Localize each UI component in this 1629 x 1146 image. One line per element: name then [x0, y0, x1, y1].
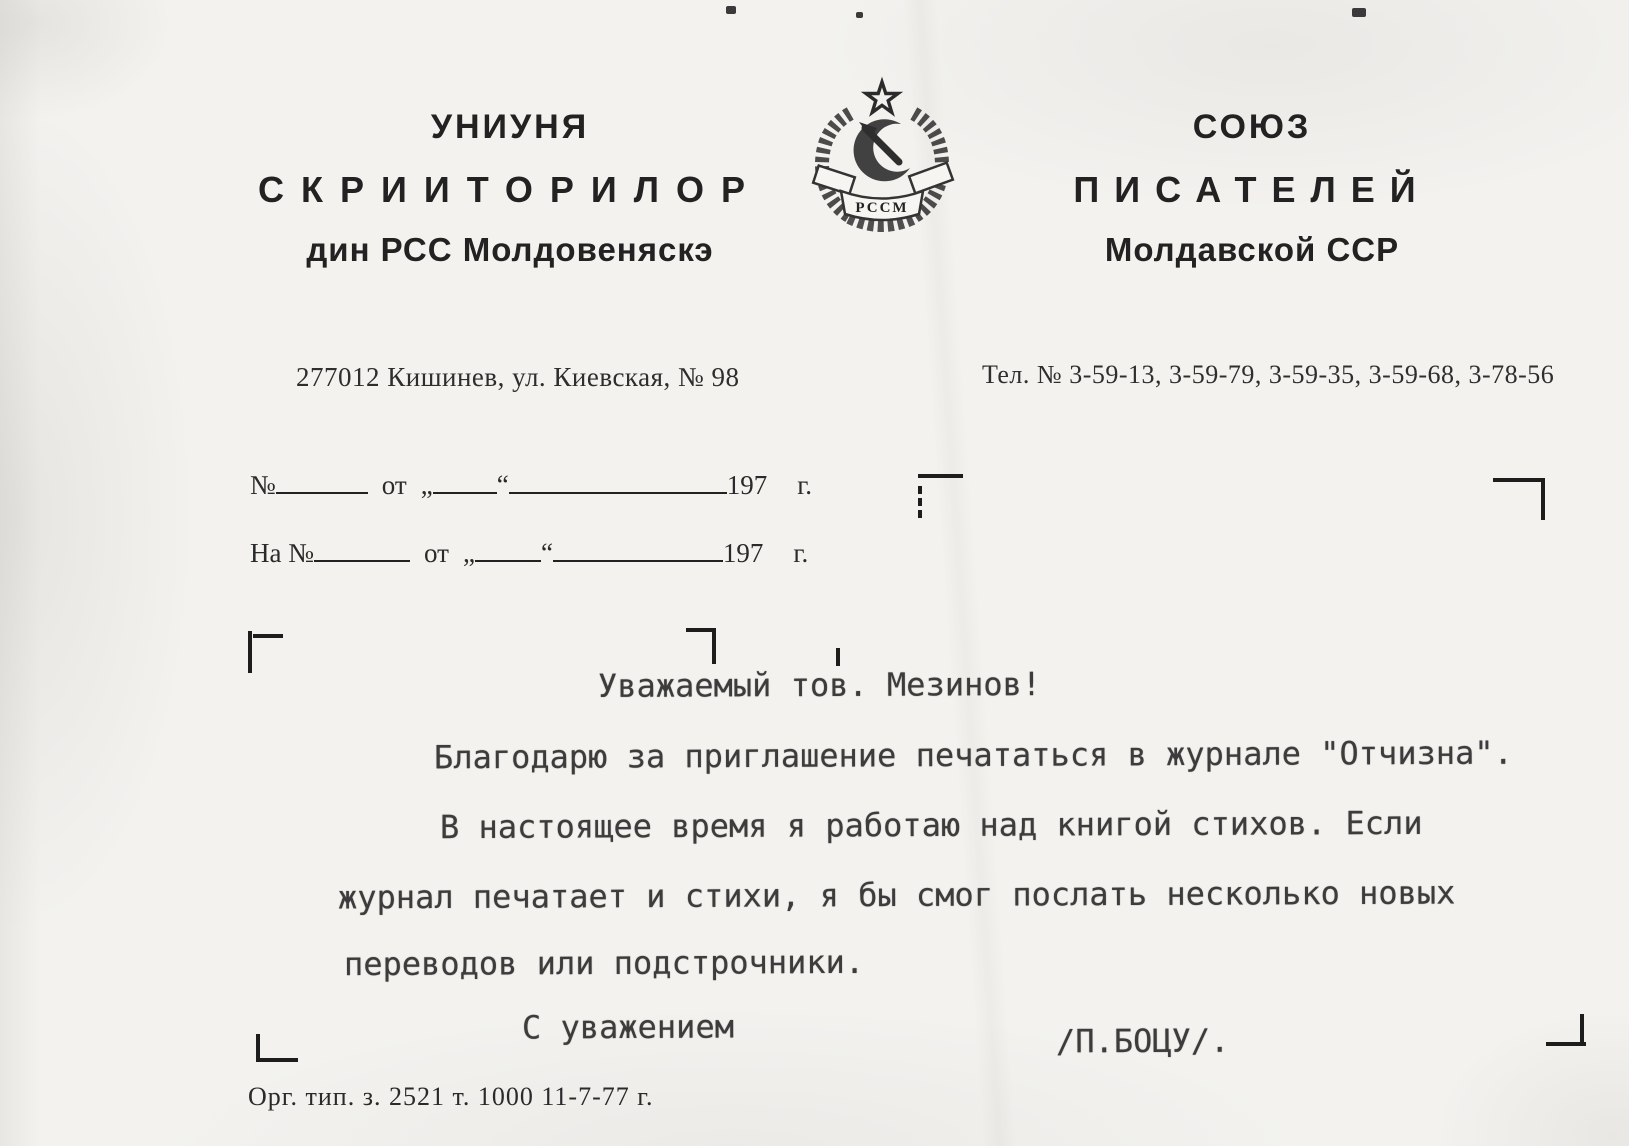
crop-mark-mid-left-horizontal	[253, 634, 283, 638]
letter-body-line-3: журнал печатает и стихи, я бы смог послать несколько новых	[337, 873, 1456, 917]
letterhead-left	[248, 108, 772, 269]
emblem-banner-text: РССМ	[855, 200, 909, 216]
reference-line-outgoing	[250, 470, 812, 501]
star-icon	[866, 82, 898, 113]
ref1-open-quote: „	[420, 470, 433, 500]
blank-line	[433, 470, 497, 494]
blank-line	[314, 538, 410, 562]
blank-line	[509, 470, 727, 494]
ref1-close-quote: “	[496, 470, 509, 500]
phone-line: Тел. № 3-59-13, 3-59-79, 3-59-35, 3-59-68, 3-78-56	[982, 360, 1555, 389]
crop-mark-mid-left-vertical	[248, 631, 252, 673]
org-name-moldavian-line1: УНИУНЯ	[430, 108, 590, 146]
crop-mark-bottom-right-vertical	[1580, 1014, 1584, 1044]
scan-speck	[1352, 8, 1366, 17]
crop-mark-top-center-vertical	[918, 486, 922, 518]
org-name-moldavian-line2: СКРИИТОРИЛОР	[258, 169, 762, 210]
ref1-year-suffix: г.	[797, 470, 812, 500]
ref2-year-suffix: г.	[793, 538, 809, 568]
ref2-from-label: от	[424, 538, 449, 568]
crop-mark-top-right-horizontal	[1493, 478, 1545, 482]
ref1-from-label: от	[381, 470, 407, 500]
letter-greeting: Уважаемый тов. Мезинов!	[597, 665, 1042, 705]
letter-body-line-2: В настоящее время я работаю над книгой стихов. Если	[439, 803, 1423, 847]
org-name-russian-line3: Молдавской ССР	[1104, 231, 1400, 268]
crop-mark-mid-right-horizontal	[686, 628, 714, 632]
crop-mark-top-center-horizontal	[918, 474, 963, 478]
org-name-russian-line1: СОЮЗ	[1192, 108, 1312, 146]
scan-speck	[856, 12, 863, 18]
letter-body-line-4: переводов или подстрочники.	[343, 942, 865, 984]
ref2-year: 197	[722, 538, 764, 568]
letterhead-right	[1002, 108, 1502, 269]
letter-body-line-1: Благодарю за приглашение печататься в журнале "Отчизна".	[433, 733, 1513, 777]
ref2-open-quote: „	[462, 538, 475, 568]
fold-tick-mark	[836, 648, 840, 666]
ref2-number-label: На №	[250, 538, 314, 568]
ref1-number-label: №	[250, 470, 276, 500]
crop-mark-bottom-left-horizontal	[260, 1058, 298, 1062]
print-shop-info: Орг. тип. з. 2521 т. 1000 11-7-77 г.	[248, 1082, 654, 1111]
blank-line	[475, 538, 541, 562]
scan-speck	[726, 6, 736, 14]
crop-mark-bottom-right-horizontal	[1546, 1042, 1586, 1046]
letter-signature: /П.БОЦУ/.	[1055, 1021, 1230, 1061]
address-line: 277012 Кишинев, ул. Киевская, № 98	[296, 362, 740, 392]
ref1-year: 197	[726, 470, 768, 500]
crop-mark-mid-right-vertical	[712, 628, 716, 664]
letter-closing: С уважением	[521, 1007, 735, 1047]
reference-line-incoming	[250, 538, 808, 569]
ref2-close-quote: “	[540, 538, 553, 568]
org-name-moldavian-line3: дин РСС Молдовеняскэ	[306, 231, 714, 268]
crop-mark-top-right-vertical	[1541, 480, 1545, 520]
org-name-russian-line2: ПИСАТЕЛЕЙ	[1073, 169, 1431, 210]
blank-line	[553, 538, 723, 562]
coat-of-arms-icon	[797, 76, 967, 246]
blank-line	[276, 470, 368, 494]
